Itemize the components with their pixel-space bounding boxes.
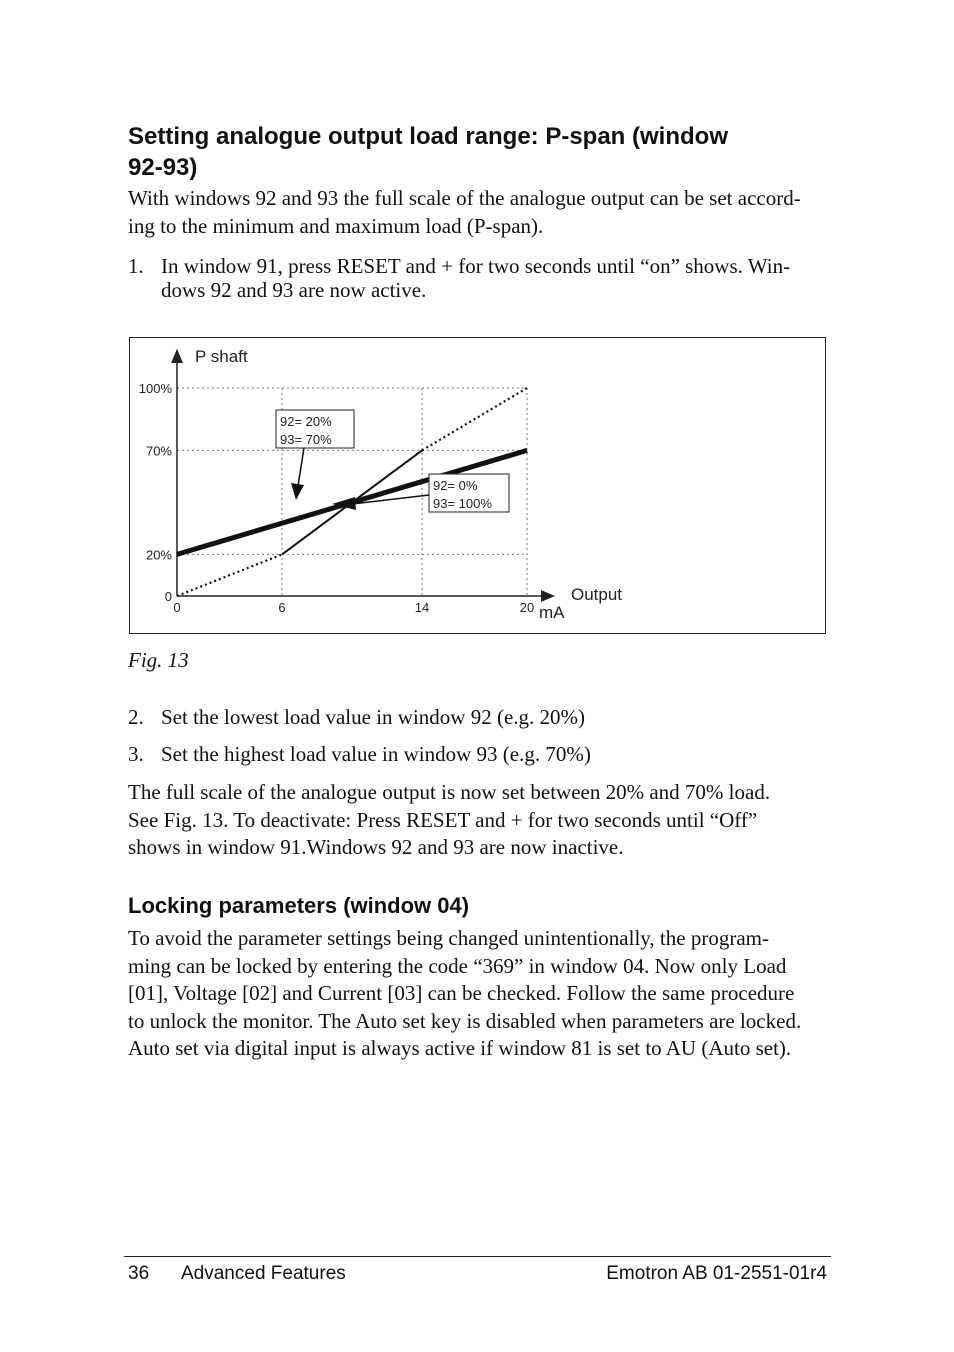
section-title-line: 92-93)	[128, 154, 198, 181]
series-line-92-0-93-100-dotted	[177, 554, 282, 596]
y-axis-arrow	[171, 349, 183, 363]
annotation-92-20-line: 92= 20%	[280, 414, 332, 429]
page-number: 36	[128, 1263, 150, 1284]
footer-doc-id: Emotron AB 01-2551-01r4	[606, 1263, 827, 1284]
annotation-92-0-line: 93= 100%	[433, 496, 492, 511]
text-line: to unlock the monitor. The Auto set key is disabled when parameters are locked.	[128, 1008, 802, 1033]
x-axis-arrow	[541, 590, 555, 602]
text-line: dows 92 and 93 are now active.	[161, 278, 427, 302]
locking-paragraph	[128, 925, 828, 1063]
x-tick-label: 6	[278, 600, 286, 615]
text-line: The full scale of the analogue output is now set between 20% and 70% load.	[128, 780, 771, 804]
text-line: ing to the minimum and maximum load (P-span).	[128, 213, 544, 238]
step-number: 2.	[128, 705, 144, 729]
section-title-line: Setting analogue output load range: P-span (window	[128, 123, 728, 150]
text-line: ming can be locked by entering the code “369” in window 04. Now only Load	[128, 953, 787, 978]
text-line: See Fig. 13. To deactivate: Press RESET and + for two seconds until “Off”	[128, 807, 758, 832]
annotation-92-20-line: 93= 70%	[280, 432, 332, 447]
y-tick-label: 70%	[145, 443, 172, 459]
text-line: Set the highest load value in window 93 (e.g. 70%)	[161, 742, 591, 766]
intro-paragraph	[128, 185, 828, 240]
series-line-92-0-93-100-dotted	[422, 388, 527, 450]
x-axis-unit: mA	[539, 603, 565, 622]
text-line: Set the lowest load value in window 92 (e.g. 20%)	[161, 705, 585, 729]
footer-rule	[124, 1256, 831, 1257]
annotation-leader-arrow	[291, 483, 304, 500]
text-line: To avoid the parameter settings being changed unintentionally, the program-	[128, 926, 769, 950]
p-span-chart	[130, 338, 827, 635]
annotation-92-0-line: 92= 0%	[433, 478, 478, 493]
text-line: Auto set via digital input is always active if window 81 is set to AU (Auto set).	[128, 1036, 792, 1060]
y-tick-label: 0	[164, 589, 172, 604]
x-tick-label: 20	[519, 600, 535, 615]
section-title-locking: Locking parameters (window 04)	[128, 893, 470, 918]
annotation-leader-line	[298, 448, 304, 486]
step-number: 1.	[128, 254, 144, 278]
y-tick-label: 100%	[138, 381, 172, 396]
step-number: 3.	[128, 742, 144, 766]
y-axis-label: P shaft	[195, 347, 248, 366]
section-title-p-span	[128, 121, 828, 183]
text-line: In window 91, press RESET and + for two seconds until “on” shows. Win-	[161, 254, 791, 278]
figure-caption: Fig. 13	[128, 648, 189, 672]
y-tick-label: 20%	[145, 547, 172, 563]
text-line: shows in window 91.Windows 92 and 93 are now inactive.	[128, 835, 624, 859]
text-line: [01], Voltage [02] and Current [03] can be checked. Follow the same procedure	[128, 981, 795, 1005]
x-tick-label: 0	[173, 600, 181, 615]
footer-section-name: Advanced Features	[181, 1263, 346, 1284]
figure-13-chart	[129, 337, 826, 634]
x-axis-label: Output	[571, 585, 623, 604]
x-tick-label: 14	[414, 600, 430, 615]
full-scale-paragraph	[128, 779, 828, 862]
text-line: With windows 92 and 93 the full scale of the analogue output can be set accord-	[128, 186, 801, 210]
